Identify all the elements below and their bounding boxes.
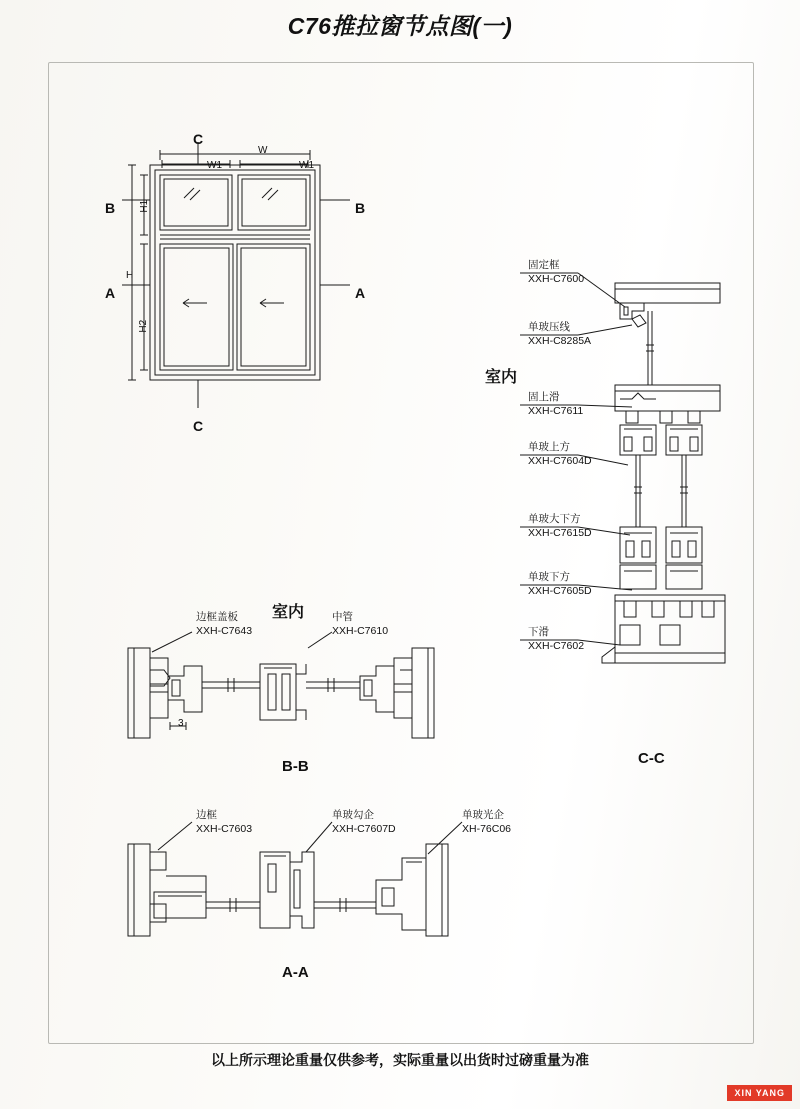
elevation-mark-c-bottom: C (193, 418, 204, 434)
callout-cc-3-name: 单玻上方 (528, 441, 570, 453)
callout-aa-2-code: XH-76C06 (462, 823, 512, 836)
callout-bb-1-code: XXH-C7610 (332, 625, 389, 638)
callout-aa-0-code: XXH-C7603 (196, 823, 253, 836)
callout-cc-6-code: XXH-C7602 (528, 640, 585, 653)
callout-cc-3 (528, 440, 592, 468)
section-bb-drawing (110, 630, 530, 750)
section-bb-dimension: 3 (178, 718, 184, 729)
callout-cc-2-name: 固上滑 (528, 391, 560, 403)
elevation-mark-c-top: C (193, 131, 204, 147)
footer-note: 以上所示理论重量仅供参考，实际重量以出货时过磅重量为准 (211, 1052, 589, 1068)
callout-aa-0-name: 边框 (196, 809, 217, 821)
callout-cc-6-name: 下滑 (528, 626, 549, 638)
section-aa-name: A-A (282, 964, 309, 981)
section-cc-interior-label: 室内 (485, 369, 518, 386)
callout-bb-0-name: 边框盖板 (196, 611, 238, 623)
callout-cc-1-code: XXH-C8285A (528, 335, 592, 348)
section-bb-interior-label: 室内 (272, 604, 305, 621)
dimension-w: W (258, 145, 268, 156)
callout-aa-0 (196, 808, 252, 836)
callout-cc-0-code: XXH-C7600 (528, 273, 585, 286)
callout-cc-4-code: XXH-C7615D (528, 527, 592, 540)
callout-bb-1 (332, 610, 388, 638)
elevation-mark-a-left: A (105, 285, 116, 301)
callout-cc-6 (528, 625, 584, 653)
section-aa-drawing (110, 818, 530, 948)
callout-cc-4-name: 单玻大下方 (528, 513, 581, 525)
callout-cc-2-code: XXH-C7611 (528, 405, 584, 418)
elevation-mark-b-right: B (355, 200, 366, 216)
brand-badge: XIN YANG (727, 1085, 792, 1101)
callout-cc-4 (528, 512, 592, 540)
section-bb-name: B-B (282, 758, 309, 775)
callout-aa-2-name: 单玻光企 (462, 809, 504, 821)
callout-bb-0-code: XXH-C7643 (196, 625, 253, 638)
dimension-w1-left: W1 (207, 160, 222, 171)
dimension-h: H (126, 270, 134, 281)
callout-bb-1-name: 中管 (332, 611, 353, 623)
section-cc-name: C-C (638, 750, 665, 767)
callout-cc-1 (528, 320, 591, 348)
dimension-w1-right: W1 (299, 160, 314, 171)
elevation-drawing (110, 140, 440, 470)
elevation-mark-a-right: A (355, 285, 366, 301)
callout-cc-0-name: 固定框 (528, 259, 560, 271)
dimension-h2: H2 (138, 319, 150, 333)
callout-aa-2 (462, 808, 511, 836)
callout-aa-1-name: 单玻勾企 (332, 809, 374, 821)
page-title: C76推拉窗节点图(一) (287, 13, 513, 39)
callout-aa-1-code: XXH-C7607D (332, 823, 396, 836)
elevation-mark-b-left: B (105, 200, 116, 216)
dimension-h1: H1 (139, 199, 151, 213)
callout-cc-1-name: 单玻压线 (528, 321, 570, 333)
callout-aa-1 (332, 808, 396, 836)
callout-cc-0 (528, 258, 584, 286)
callout-cc-3-code: XXH-C7604D (528, 455, 592, 468)
callout-cc-2 (528, 390, 583, 418)
callout-bb-0 (196, 610, 252, 638)
callout-cc-5 (528, 570, 592, 598)
callout-cc-5-name: 单玻下方 (528, 571, 570, 583)
callout-cc-5-code: XXH-C7605D (528, 585, 592, 598)
